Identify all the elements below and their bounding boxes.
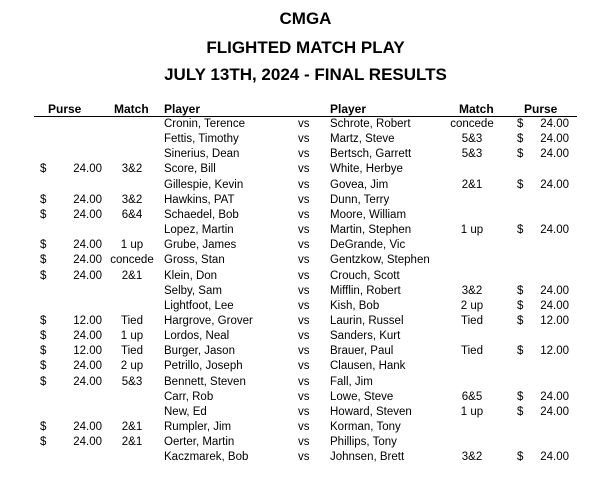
right-match-result: 3&2 [461,451,483,464]
player-left: Petrillo, Joseph [164,360,243,373]
right-dollar-sign: $ [517,405,524,418]
left-dollar-sign: $ [40,375,47,388]
table-row [0,132,611,147]
player-right: Sanders, Kurt [330,330,401,343]
player-left: Gross, Stan [164,254,225,267]
versus-label: vs [298,208,310,221]
right-match-result: 1 up [460,224,484,237]
right-match-result: Tied [461,345,483,358]
left-dollar-sign: $ [40,269,47,282]
versus-label: vs [298,118,310,130]
player-right: Crouch, Scott [330,269,400,282]
versus-label: vs [298,163,310,176]
left-match-result: 3&2 [121,193,143,206]
right-dollar-sign: $ [517,133,524,146]
right-match-result: 3&2 [461,284,483,297]
player-left: Selby, Sam [164,284,222,297]
left-match-result: 6&4 [121,208,143,221]
player-left: New, Ed [164,405,207,418]
player-left: Lordos, Neal [164,330,230,343]
right-purse: 24.00 [540,451,569,464]
header-left-match: Match [114,102,149,116]
left-match-result: 1 up [120,330,144,343]
left-dollar-sign: $ [40,239,47,252]
right-match-result: 2&1 [461,178,483,191]
player-right: Laurin, Russel [330,314,404,327]
player-left: Hawkins, PAT [164,193,235,206]
right-match-result: 2 up [460,299,484,312]
player-right: Govea, Jim [330,178,389,191]
table-row [0,117,611,132]
right-dollar-sign: $ [517,451,524,464]
table-row [0,147,611,162]
left-match-result: Tied [121,345,143,358]
versus-label: vs [298,405,310,418]
player-left: Bennett, Steven [164,375,246,388]
left-dollar-sign: $ [40,314,47,327]
player-left: Gillespie, Kevin [164,178,244,191]
player-right: Martin, Stephen [330,224,412,237]
left-purse: 24.00 [73,330,102,343]
header-left-purse: Purse [48,102,82,116]
player-left: Sinerius, Dean [164,148,240,161]
table-row [0,269,611,284]
player-right: Schrote, Robert [330,118,411,130]
right-dollar-sign: $ [517,390,524,403]
player-right: Gentzkow, Stephen [330,254,430,267]
left-dollar-sign: $ [40,345,47,358]
right-purse: 24.00 [540,405,569,418]
left-match-result: 2&1 [121,436,143,449]
player-right: Brauer, Paul [330,345,394,358]
player-right: White, Herbye [330,163,403,176]
player-right: Howard, Steven [330,405,412,418]
player-left: Klein, Don [164,269,218,282]
table-row [0,390,611,405]
left-dollar-sign: $ [40,360,47,373]
left-purse: 24.00 [73,254,102,267]
versus-label: vs [298,254,310,267]
right-purse: 24.00 [540,133,569,146]
table-row [0,375,611,390]
versus-label: vs [298,436,310,449]
player-right: Phillips, Tony [330,436,397,449]
versus-label: vs [298,133,310,146]
left-purse: 24.00 [73,375,102,388]
right-dollar-sign: $ [517,148,524,161]
left-purse: 24.00 [73,193,102,206]
table-row [0,314,611,329]
versus-label: vs [298,375,310,388]
right-match-result: 5&3 [461,148,483,161]
player-left: Oerter, Martin [164,436,235,449]
right-purse: 24.00 [540,390,569,403]
player-left: Burger, Jason [164,345,235,358]
left-purse: 12.00 [73,314,102,327]
player-left: Lopez, Martin [164,224,234,237]
right-purse: 24.00 [540,148,569,161]
right-match-result: 5&3 [461,133,483,146]
title-date: JULY 13TH, 2024 - FINAL RESULTS [164,65,447,84]
right-match-result: Tied [461,314,483,327]
versus-label: vs [298,330,310,343]
player-right: Clausen, Hank [330,360,406,373]
table-row [0,178,611,193]
player-right: Moore, William [330,208,407,221]
versus-label: vs [298,345,310,358]
versus-label: vs [298,239,310,252]
header-right-match: Match [459,102,494,116]
player-right: Dunn, Terry [330,193,390,206]
table-row [0,284,611,299]
versus-label: vs [298,451,310,464]
left-match-result: 2&1 [121,269,143,282]
table-row [0,359,611,374]
left-match-result: 3&2 [121,163,143,176]
player-left: Fettis, Timothy [164,133,239,146]
versus-label: vs [298,314,310,327]
header-left-player: Player [164,102,201,116]
right-dollar-sign: $ [517,345,524,358]
left-dollar-sign: $ [40,436,47,449]
player-left: Grube, James [164,239,237,252]
versus-label: vs [298,360,310,373]
left-match-result: 2 up [120,360,144,373]
table-row [0,162,611,177]
versus-label: vs [298,148,310,161]
versus-label: vs [298,284,310,297]
left-match-result: 5&3 [121,375,143,388]
versus-label: vs [298,178,310,191]
left-dollar-sign: $ [40,208,47,221]
title-event: FLIGHTED MATCH PLAY [206,38,405,57]
table-row [0,435,611,450]
versus-label: vs [298,193,310,206]
player-right: Bertsch, Garrett [330,148,412,161]
player-right: Johnsen, Brett [330,451,405,464]
versus-label: vs [298,269,310,282]
player-right: Martz, Steve [330,133,395,146]
right-match-result: 6&5 [461,390,483,403]
versus-label: vs [298,299,310,312]
versus-label: vs [298,390,310,403]
table-row [0,420,611,435]
right-dollar-sign: $ [517,314,524,327]
player-right: Korman, Tony [330,421,401,433]
table-row [0,193,611,208]
left-purse: 12.00 [73,345,102,358]
left-purse: 24.00 [73,208,102,221]
table-row [0,223,611,238]
player-left: Lightfoot, Lee [164,299,234,312]
left-match-result: Tied [121,314,143,327]
versus-label: vs [298,224,310,237]
left-match-result: 1 up [120,239,144,252]
table-row [0,405,611,420]
left-purse: 24.00 [73,421,102,433]
right-purse: 24.00 [540,178,569,191]
left-dollar-sign: $ [40,163,47,176]
right-purse: 24.00 [540,284,569,297]
player-right: Kish, Bob [330,299,380,312]
table-row [0,299,611,314]
left-purse: 24.00 [73,436,102,449]
left-purse: 24.00 [73,360,102,373]
right-dollar-sign: $ [517,299,524,312]
left-match-result: concede [110,254,154,267]
table-row [0,238,611,253]
header-right-player: Player [330,102,367,116]
right-dollar-sign: $ [517,178,524,191]
right-dollar-sign: $ [517,284,524,297]
player-right: Lowe, Steve [330,390,394,403]
player-left: Kaczmarek, Bob [164,451,249,464]
left-match-result: 2&1 [121,421,143,433]
player-right: Mifflin, Robert [330,284,401,297]
right-purse: 24.00 [540,299,569,312]
player-right: Fall, Jim [330,375,373,388]
right-purse: 12.00 [540,314,569,327]
table-row [0,253,611,268]
left-dollar-sign: $ [40,193,47,206]
player-right: DeGrande, Vic [330,239,406,252]
left-dollar-sign: $ [40,330,47,343]
header-right-purse: Purse [524,102,558,116]
player-left: Schaedel, Bob [164,208,239,221]
table-row [0,208,611,223]
player-left: Hargrove, Grover [164,314,253,327]
right-purse: 24.00 [540,118,569,130]
player-left: Cronin, Terence [164,118,245,130]
left-purse: 24.00 [73,163,102,176]
left-dollar-sign: $ [40,254,47,267]
versus-label: vs [298,421,310,433]
right-match-result: concede [450,118,494,130]
table-row [0,450,611,465]
right-purse: 12.00 [540,345,569,358]
player-left: Carr, Rob [164,390,214,403]
right-purse: 24.00 [540,224,569,237]
right-dollar-sign: $ [517,224,524,237]
table-row [0,329,611,344]
title-org: CMGA [279,9,332,28]
left-dollar-sign: $ [40,421,47,433]
player-left: Score, Bill [164,163,216,176]
left-purse: 24.00 [73,239,102,252]
right-dollar-sign: $ [517,118,524,130]
right-match-result: 1 up [460,405,484,418]
table-row [0,344,611,359]
player-left: Rumpler, Jim [164,421,232,433]
left-purse: 24.00 [73,269,102,282]
